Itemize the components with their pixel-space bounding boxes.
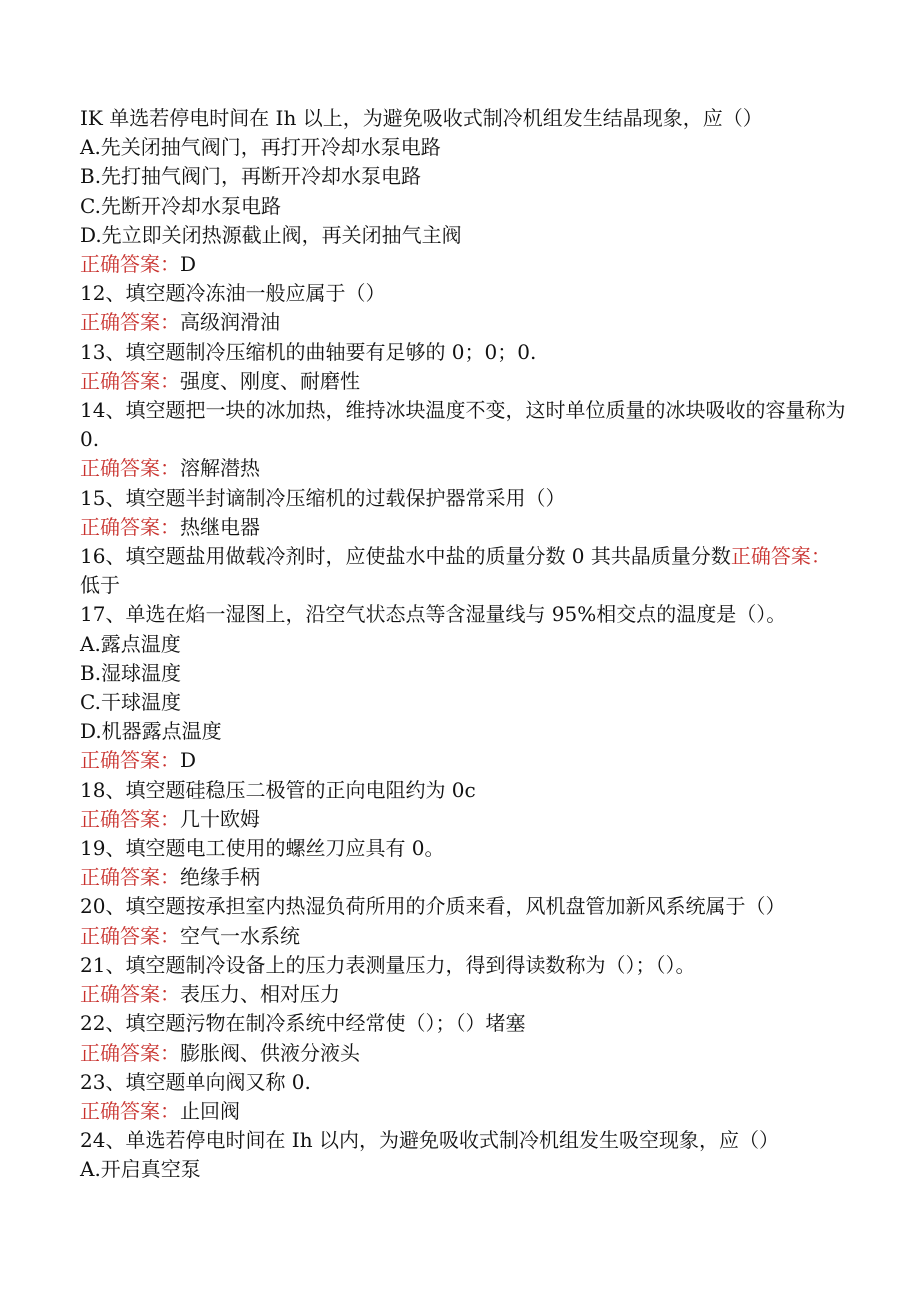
answer-value: 溶解潜热 [180,456,260,481]
answer-label: 正确答案： [80,748,180,773]
answer-line [80,308,850,337]
answer-line [80,367,850,396]
answer-label: 正确答案： [80,514,180,539]
question-text: 21、填空题制冷设备上的压力表测量压力，得到得读数称为（）；（）。 [80,952,696,977]
option-b: B.先打抽气阀门，再断开冷却水泵电路 [80,164,422,189]
answer-value: 止回阀 [180,1098,240,1123]
answer-label: 正确答案： [80,982,180,1007]
answer-line [80,863,850,892]
answer-value: 表压力、相对压力 [180,982,340,1007]
option-a: A.先关闭抽气阀门，再打开冷却水泵电路 [80,135,441,160]
answer-value: 低于 [80,573,120,598]
question-text: 20、填空题按承担室内热湿负荷所用的介质来看，风机盘管加新风系统属于（） [80,894,786,919]
question-text: 22、填空题污物在制冷系统中经常使（）；（）堵塞 [80,1011,526,1036]
answer-value: 绝缘手柄 [180,865,260,890]
answer-label: 正确答案： [80,456,180,481]
answer-label: 正确答案： [80,1098,180,1123]
answer-line [80,922,850,951]
answer-line [80,1097,850,1126]
answer-value: 强度、刚度、耐磨性 [180,368,360,393]
answer-value: D [180,252,197,277]
answer-line [80,805,850,834]
question-text: 18、填空题硅稳压二极管的正向电阻约为 0c [80,777,476,802]
option-d: D.先立即关闭热源截止阀，再关闭抽气主阀 [80,222,462,247]
answer-value: 膨胀阀、供液分液头 [180,1040,360,1065]
answer-line [80,454,850,483]
answer-label: 正确答案： [80,1040,180,1065]
question-text: 14、填空题把一块的冰加热，维持冰块温度不变，这时单位质量的冰块吸收的容量称为 0. [80,398,846,452]
answer-label: 正确答案： [80,368,180,393]
question-text: IK 单选若停电时间在 Ih 以上，为避免吸收式制冷机组发生结晶现象，应（） [80,106,763,130]
answer-line [80,980,850,1009]
answer-value: 几十欧姆 [180,806,260,831]
answer-line [80,1039,850,1068]
answer-label: 正确答案： [730,544,831,569]
answer-value: 高级润滑油 [180,310,280,335]
option-c: C.先断开冷却水泵电路 [80,193,281,218]
question-list [80,104,850,1185]
question-text: 17、单选在焰一湿图上，沿空气状态点等含湿量线与 95%相交点的温度是（）。 [80,602,787,627]
question-text: 16、填空题盐用做载冷剂时，应使盐水中盐的质量分数 0 其共晶质量分数 [80,544,731,569]
question-text: 13、填空题制冷压缩机的曲轴要有足够的 0；0；0. [80,339,537,364]
question-text: 24、单选若停电时间在 Ih 以内，为避免吸收式制冷机组发生吸空现象，应（） [80,1128,779,1153]
question-with-inline-answer [80,542,850,600]
answer-value: 热继电器 [180,514,260,539]
option-a: A.开启真空泵 [80,1157,201,1182]
question-text: 23、填空题单向阀又称 0. [80,1069,311,1094]
answer-label: 正确答案： [80,865,180,890]
answer-line [80,746,850,775]
answer-label: 正确答案： [80,923,180,948]
question-text: 19、填空题电工使用的螺丝刀应具有 0。 [80,836,445,861]
answer-line [80,513,850,542]
question-text: 12、填空题冷冻油一般应属于（） [80,281,386,306]
answer-label: 正确答案： [80,310,180,335]
question-text: 15、填空题半封谪制冷压缩机的过载保护器常采用（） [80,485,566,510]
option-a: A.露点温度 [80,631,181,656]
option-d: D.机器露点温度 [80,719,222,744]
option-c: C.干球温度 [80,690,181,715]
answer-value: 空气一水系统 [180,923,300,948]
answer-label: 正确答案： [80,252,180,277]
answer-label: 正确答案： [80,806,180,831]
answer-value: D [180,748,197,773]
option-b: B.湿球温度 [80,660,182,685]
answer-line [80,250,850,279]
